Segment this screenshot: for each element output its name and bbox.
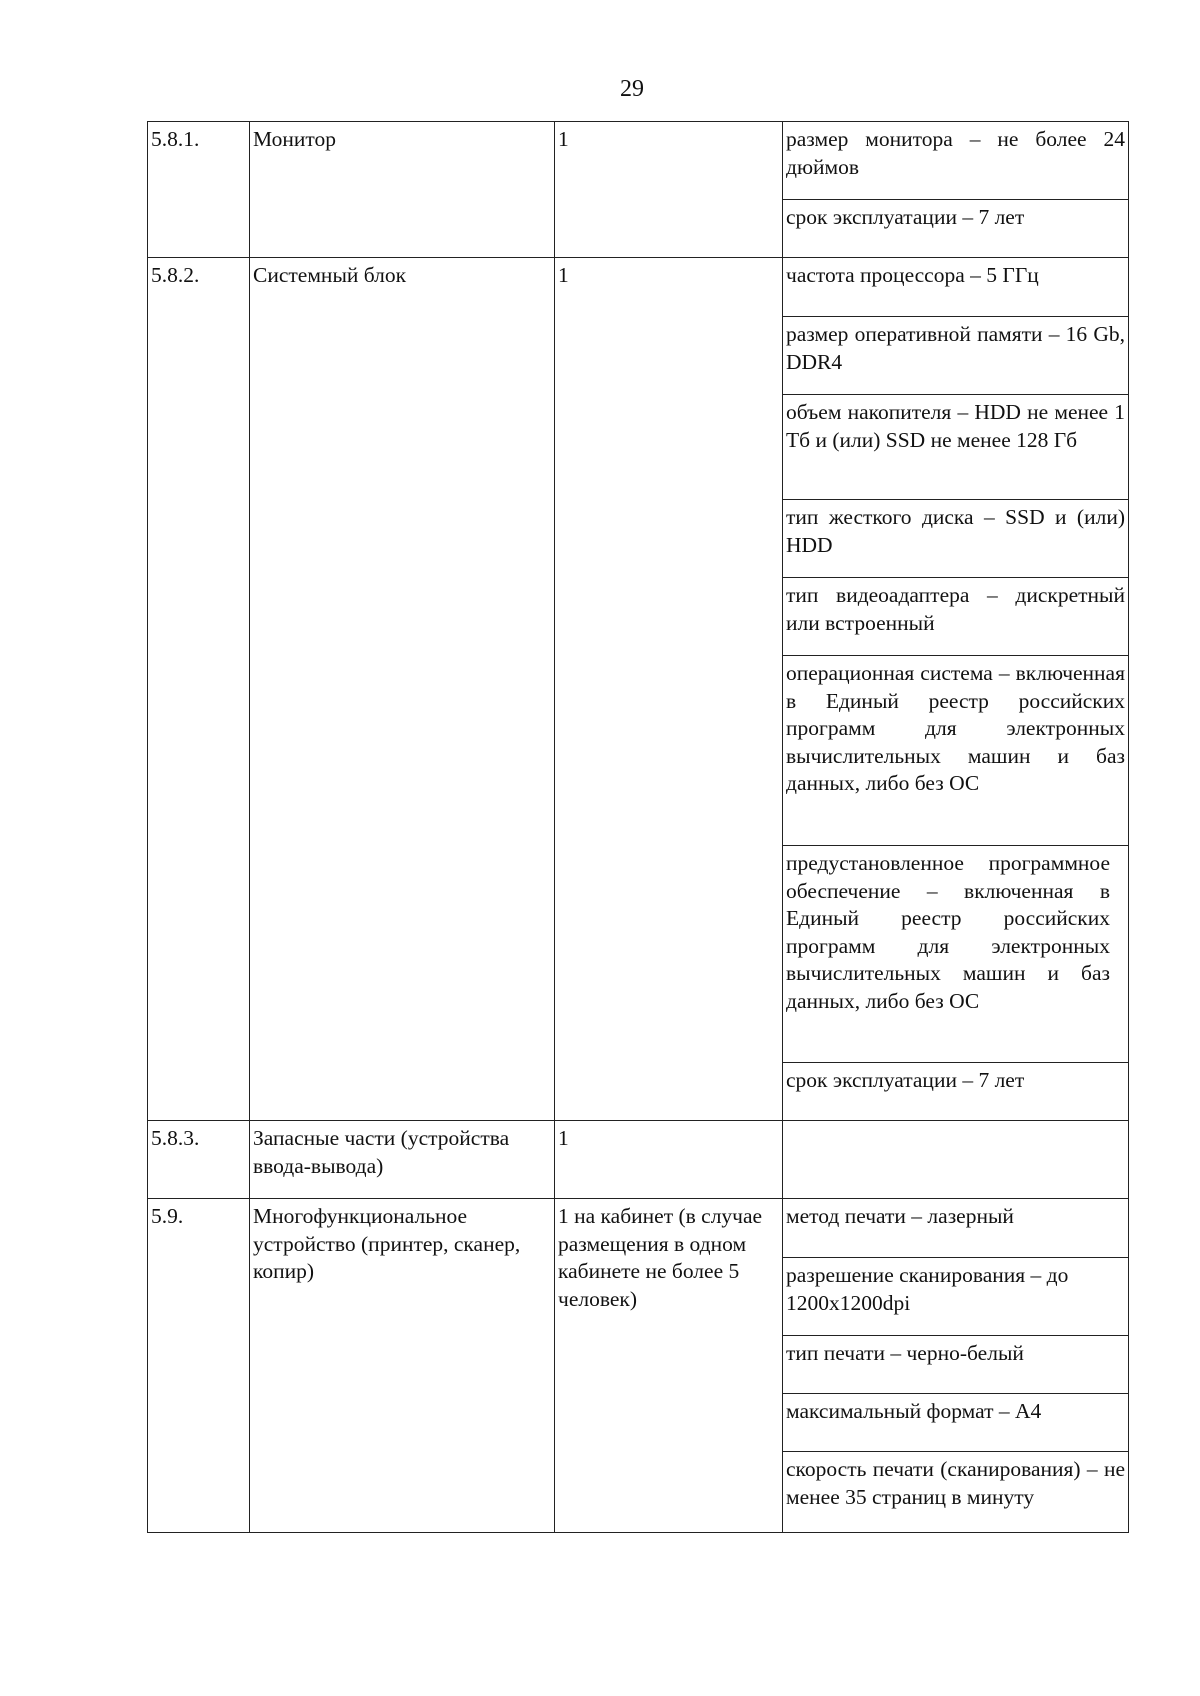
item-name-cell xyxy=(250,258,555,1121)
item-quantity-cell xyxy=(555,1199,783,1533)
item-name: Системный блок xyxy=(253,263,407,287)
spec-item: размер оперативной памяти – 16 Gb, DDR4 xyxy=(783,316,1128,394)
item-quantity-cell xyxy=(555,122,783,258)
item-number: 5.8.3. xyxy=(151,1126,200,1150)
item-number: 5.9. xyxy=(151,1204,184,1228)
item-number-cell xyxy=(148,1199,250,1533)
item-quantity: 1 на кабинет (в случае размещения в одном кабинете не более 5 человек) xyxy=(558,1204,763,1311)
item-quantity-cell xyxy=(555,258,783,1121)
spec-item: скорость печати (сканирования) – не менее 35 страниц в минуту xyxy=(783,1451,1128,1532)
item-quantity: 1 xyxy=(558,263,569,287)
spec-item: объем накопителя – HDD не менее 1 Тб и (или) SSD не менее 128 Гб xyxy=(783,394,1128,499)
item-name-cell xyxy=(250,1121,555,1199)
page-number: 29 xyxy=(620,76,644,102)
item-quantity: 1 xyxy=(558,127,569,151)
table-row xyxy=(148,258,1129,1121)
table-row xyxy=(148,122,1129,258)
spec-item: максимальный формат – А4 xyxy=(783,1393,1128,1451)
item-number: 5.8.1. xyxy=(151,127,200,151)
spec-item: тип печати – черно-белый xyxy=(783,1335,1128,1393)
spec-item: разрешение сканирования – до 1200x1200dpi xyxy=(783,1257,1128,1335)
spec-item: тип жесткого диска – SSD и (или) HDD xyxy=(783,499,1128,577)
spec-item: срок эксплуатации – 7 лет xyxy=(783,199,1128,257)
item-number: 5.8.2. xyxy=(151,263,200,287)
spec-item: срок эксплуатации – 7 лет xyxy=(783,1062,1128,1120)
spec-item: операционная система – включенная в Единый реестр российских программ для электронных вычислительных машин и баз данных, либо без ОС xyxy=(783,655,1128,845)
spec-list xyxy=(783,258,1128,1120)
item-name: Монитор xyxy=(253,127,336,151)
item-name: Запасные части (устройства ввода-вывода) xyxy=(253,1126,510,1178)
item-specs-cell xyxy=(783,122,1129,258)
item-quantity-cell xyxy=(555,1121,783,1199)
table-row xyxy=(148,1121,1129,1199)
spec-item: предустановленное программное обеспечение – включенная в Единый реестр российских программ для электронных вычислительных машин и баз данных, либо без ОС xyxy=(783,845,1128,1062)
equipment-spec-table xyxy=(147,121,1129,1533)
item-specs-cell xyxy=(783,258,1129,1121)
spec-item: частота процессора – 5 ГГц xyxy=(786,263,1039,287)
table-row xyxy=(148,1199,1129,1533)
item-specs-cell xyxy=(783,1121,1129,1199)
item-name-cell xyxy=(250,1199,555,1533)
spec-list xyxy=(783,1199,1128,1532)
item-number-cell xyxy=(148,258,250,1121)
item-name: Многофункциональное устройство (принтер, сканер, копир) xyxy=(253,1204,521,1283)
item-specs-cell xyxy=(783,1199,1129,1533)
item-name-cell xyxy=(250,122,555,258)
item-number-cell xyxy=(148,122,250,258)
spec-list xyxy=(783,122,1128,257)
item-quantity: 1 xyxy=(558,1126,569,1150)
spec-item: размер монитора – не более 24 дюймов xyxy=(786,127,1125,179)
item-number-cell xyxy=(148,1121,250,1199)
spec-item: тип видеоадаптера – дискретный или встроенный xyxy=(783,577,1128,655)
spec-item: метод печати – лазерный xyxy=(786,1204,1014,1228)
